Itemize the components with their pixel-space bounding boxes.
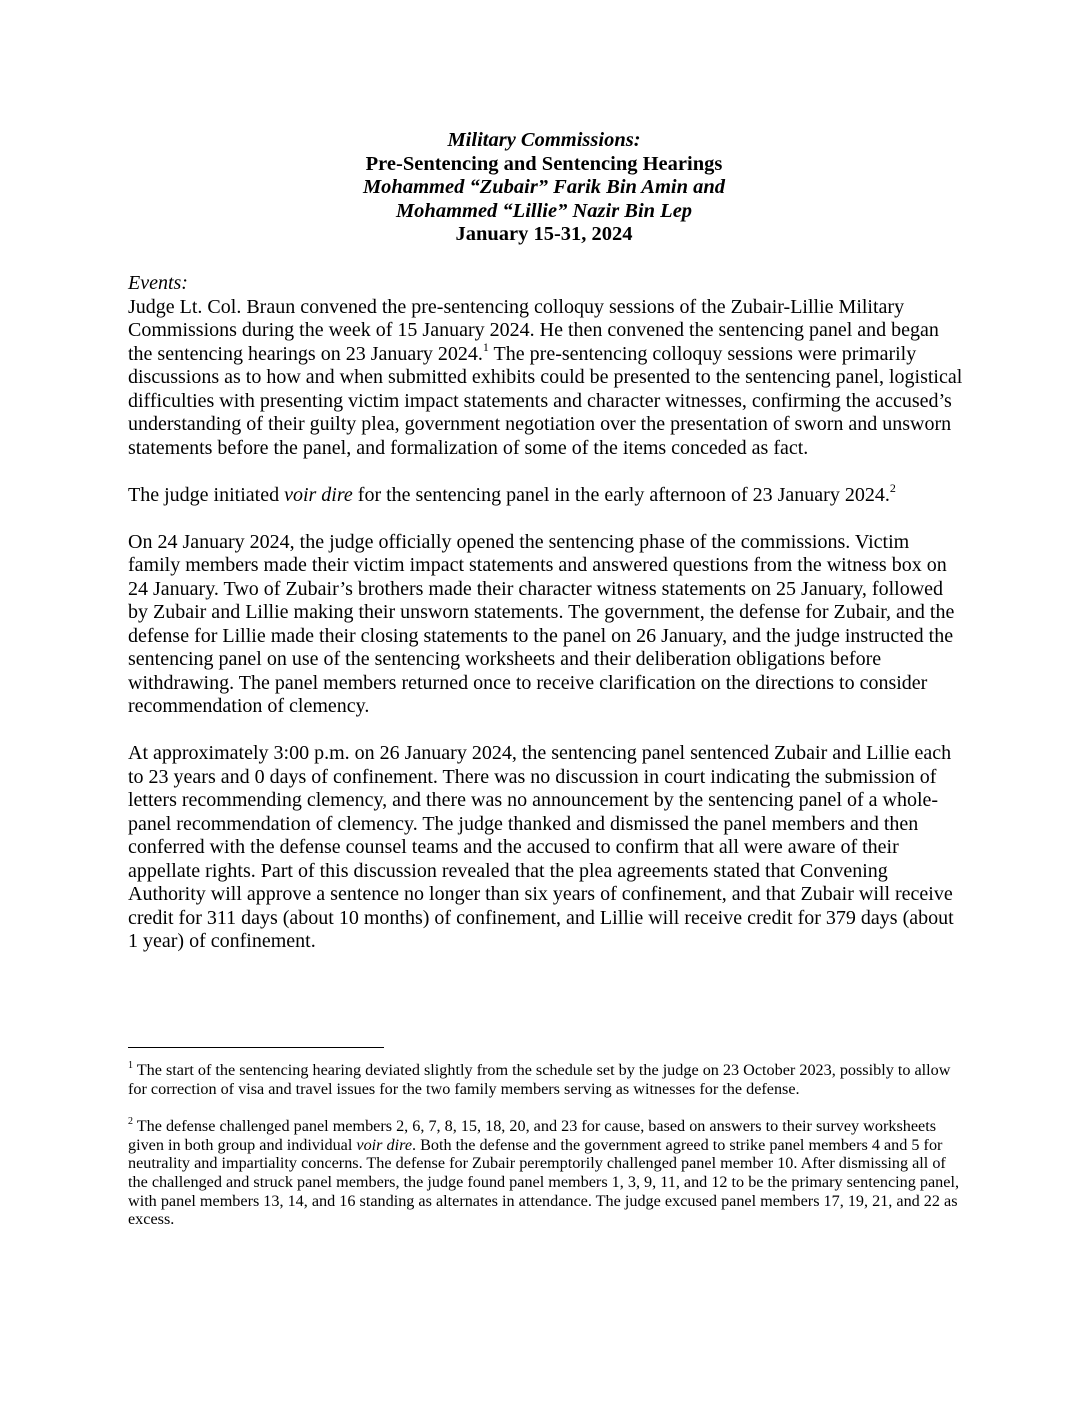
- title-line-military-commissions: Military Commissions:: [447, 129, 641, 151]
- footnote-text: The defense challenged panel members 2, 6, 7, 8, 15, 18, 20, and 23 for cause, based on answers to their survey worksheets given in both group and individual: [128, 1117, 937, 1154]
- footnote-marker-1: 1: [128, 1059, 133, 1071]
- footnote-marker-2: 2: [128, 1115, 133, 1127]
- footnote-ref-2[interactable]: 2: [889, 480, 896, 495]
- footnote-spacer: [128, 1098, 966, 1117]
- footnote-2: [128, 1117, 966, 1229]
- paragraph-text: Judge Lt. Col. Braun convened the pre-sentencing colloquy sessions of the Zubair-Lillie Military Commissions during the week of 15 January 2024. He then convened the sentencing panel and began the sentencing hearings on 23 January 2024.: [128, 295, 939, 365]
- italic-term-voir-dire: voir dire: [356, 1135, 413, 1154]
- paragraph-text: The judge initiated: [128, 483, 285, 506]
- paragraph-spacer: [128, 719, 964, 743]
- paragraph-sentence-outcome: At approximately 3:00 p.m. on 26 January 2024, the sentencing panel sentenced Zubair and Lillie each to 23 years and 0 days of confinement. There was no discussion in court indicating the submission of letters recommending clemency, and there was no announcement by the sentencing panel of a whole-panel recommendation of clemency. The judge thanked and dismissed the panel members and then conferred with the defense counsel teams and the accused to confirm that all were aware of their appellate rights. Part of this discussion revealed that the plea agreements stated that Convening Authority will approve a sentence no longer than six years of confinement, and that Zubair will receive credit for 311 days (about 10 months) of confinement, and Lillie will receive credit for 379 days (about 1 year) of confinement.: [128, 742, 954, 952]
- document-body: [128, 272, 964, 954]
- paragraph-sentencing-phase: On 24 January 2024, the judge officially opened the sentencing phase of the commissions. Victim family members made their victim impact statements and answered questions from the witness box on 24 January. Two of Zubair’s brothers made their character witness statements on 25 January, followed by Zubair and Lillie making their unsworn statements. The government, the defense for Zubair, and the defense for Lillie made their closing statements to the panel on 26 January, and the judge instructed the sentencing panel on use of the sentencing worksheets and their deliberation obligations before withdrawing. The panel members returned once to receive clarification on the directions to consider recommendation of clemency.: [128, 530, 955, 717]
- paragraph-pre-sentencing: [128, 296, 964, 461]
- title-line-hearings: Pre-Sentencing and Sentencing Hearings: [365, 152, 723, 175]
- title-line-accused-1: Mohammed “Zubair” Farik Bin Amin and: [362, 176, 726, 198]
- footnote-separator: [128, 1047, 384, 1048]
- footnote-ref-1[interactable]: 1: [482, 339, 489, 354]
- document-title-block: [0, 129, 1088, 247]
- title-line-accused-2: Mohammed “Lillie” Nazir Bin Lep: [395, 199, 693, 222]
- footnote-text: The start of the sentencing hearing deviated slightly from the schedule set by the judge on 23 October 2023, possibly to allow for correction of visa and travel issues for the two family members serving as witnesses for the defense.: [128, 1061, 951, 1098]
- italic-term-voir-dire: voir dire: [284, 483, 353, 506]
- footnotes: [128, 1061, 966, 1229]
- paragraph-spacer: [128, 460, 964, 484]
- events-label: Events:: [128, 272, 188, 294]
- footnote-1: [128, 1061, 966, 1098]
- title-line-dates: January 15-31, 2024: [455, 223, 633, 245]
- paragraph-text: for the sentencing panel in the early afternoon of 23 January 2024.: [352, 483, 890, 506]
- paragraph-spacer: [128, 507, 964, 531]
- paragraph-text: The pre-sentencing colloquy sessions were primarily discussions as to how and when submitted exhibits could be presented to the sentencing panel, logistical difficulties with presenting victim impact statements and character witnesses, confirming the accused’s understanding of their guilty plea, government negotiation over the presentation of sworn and unsworn statements before the panel, and formalization of some of the items conceded as fact.: [128, 342, 963, 459]
- footnote-text: . Both the defense and the government agreed to strike panel members 4 and 5 for neutrality and impartiality concerns. The defense for Zubair peremptorily challenged panel member 10. After dismissing all of the challenged and struck panel members, the judge found panel members 1, 3, 9, 11, and 12 to be the primary sentencing panel, with panel members 13, 14, and 16 standing as alternates in attendance. The judge excused panel members 17, 19, 21, and 22 as excess.: [128, 1135, 960, 1229]
- paragraph-voir-dire: [128, 480, 964, 508]
